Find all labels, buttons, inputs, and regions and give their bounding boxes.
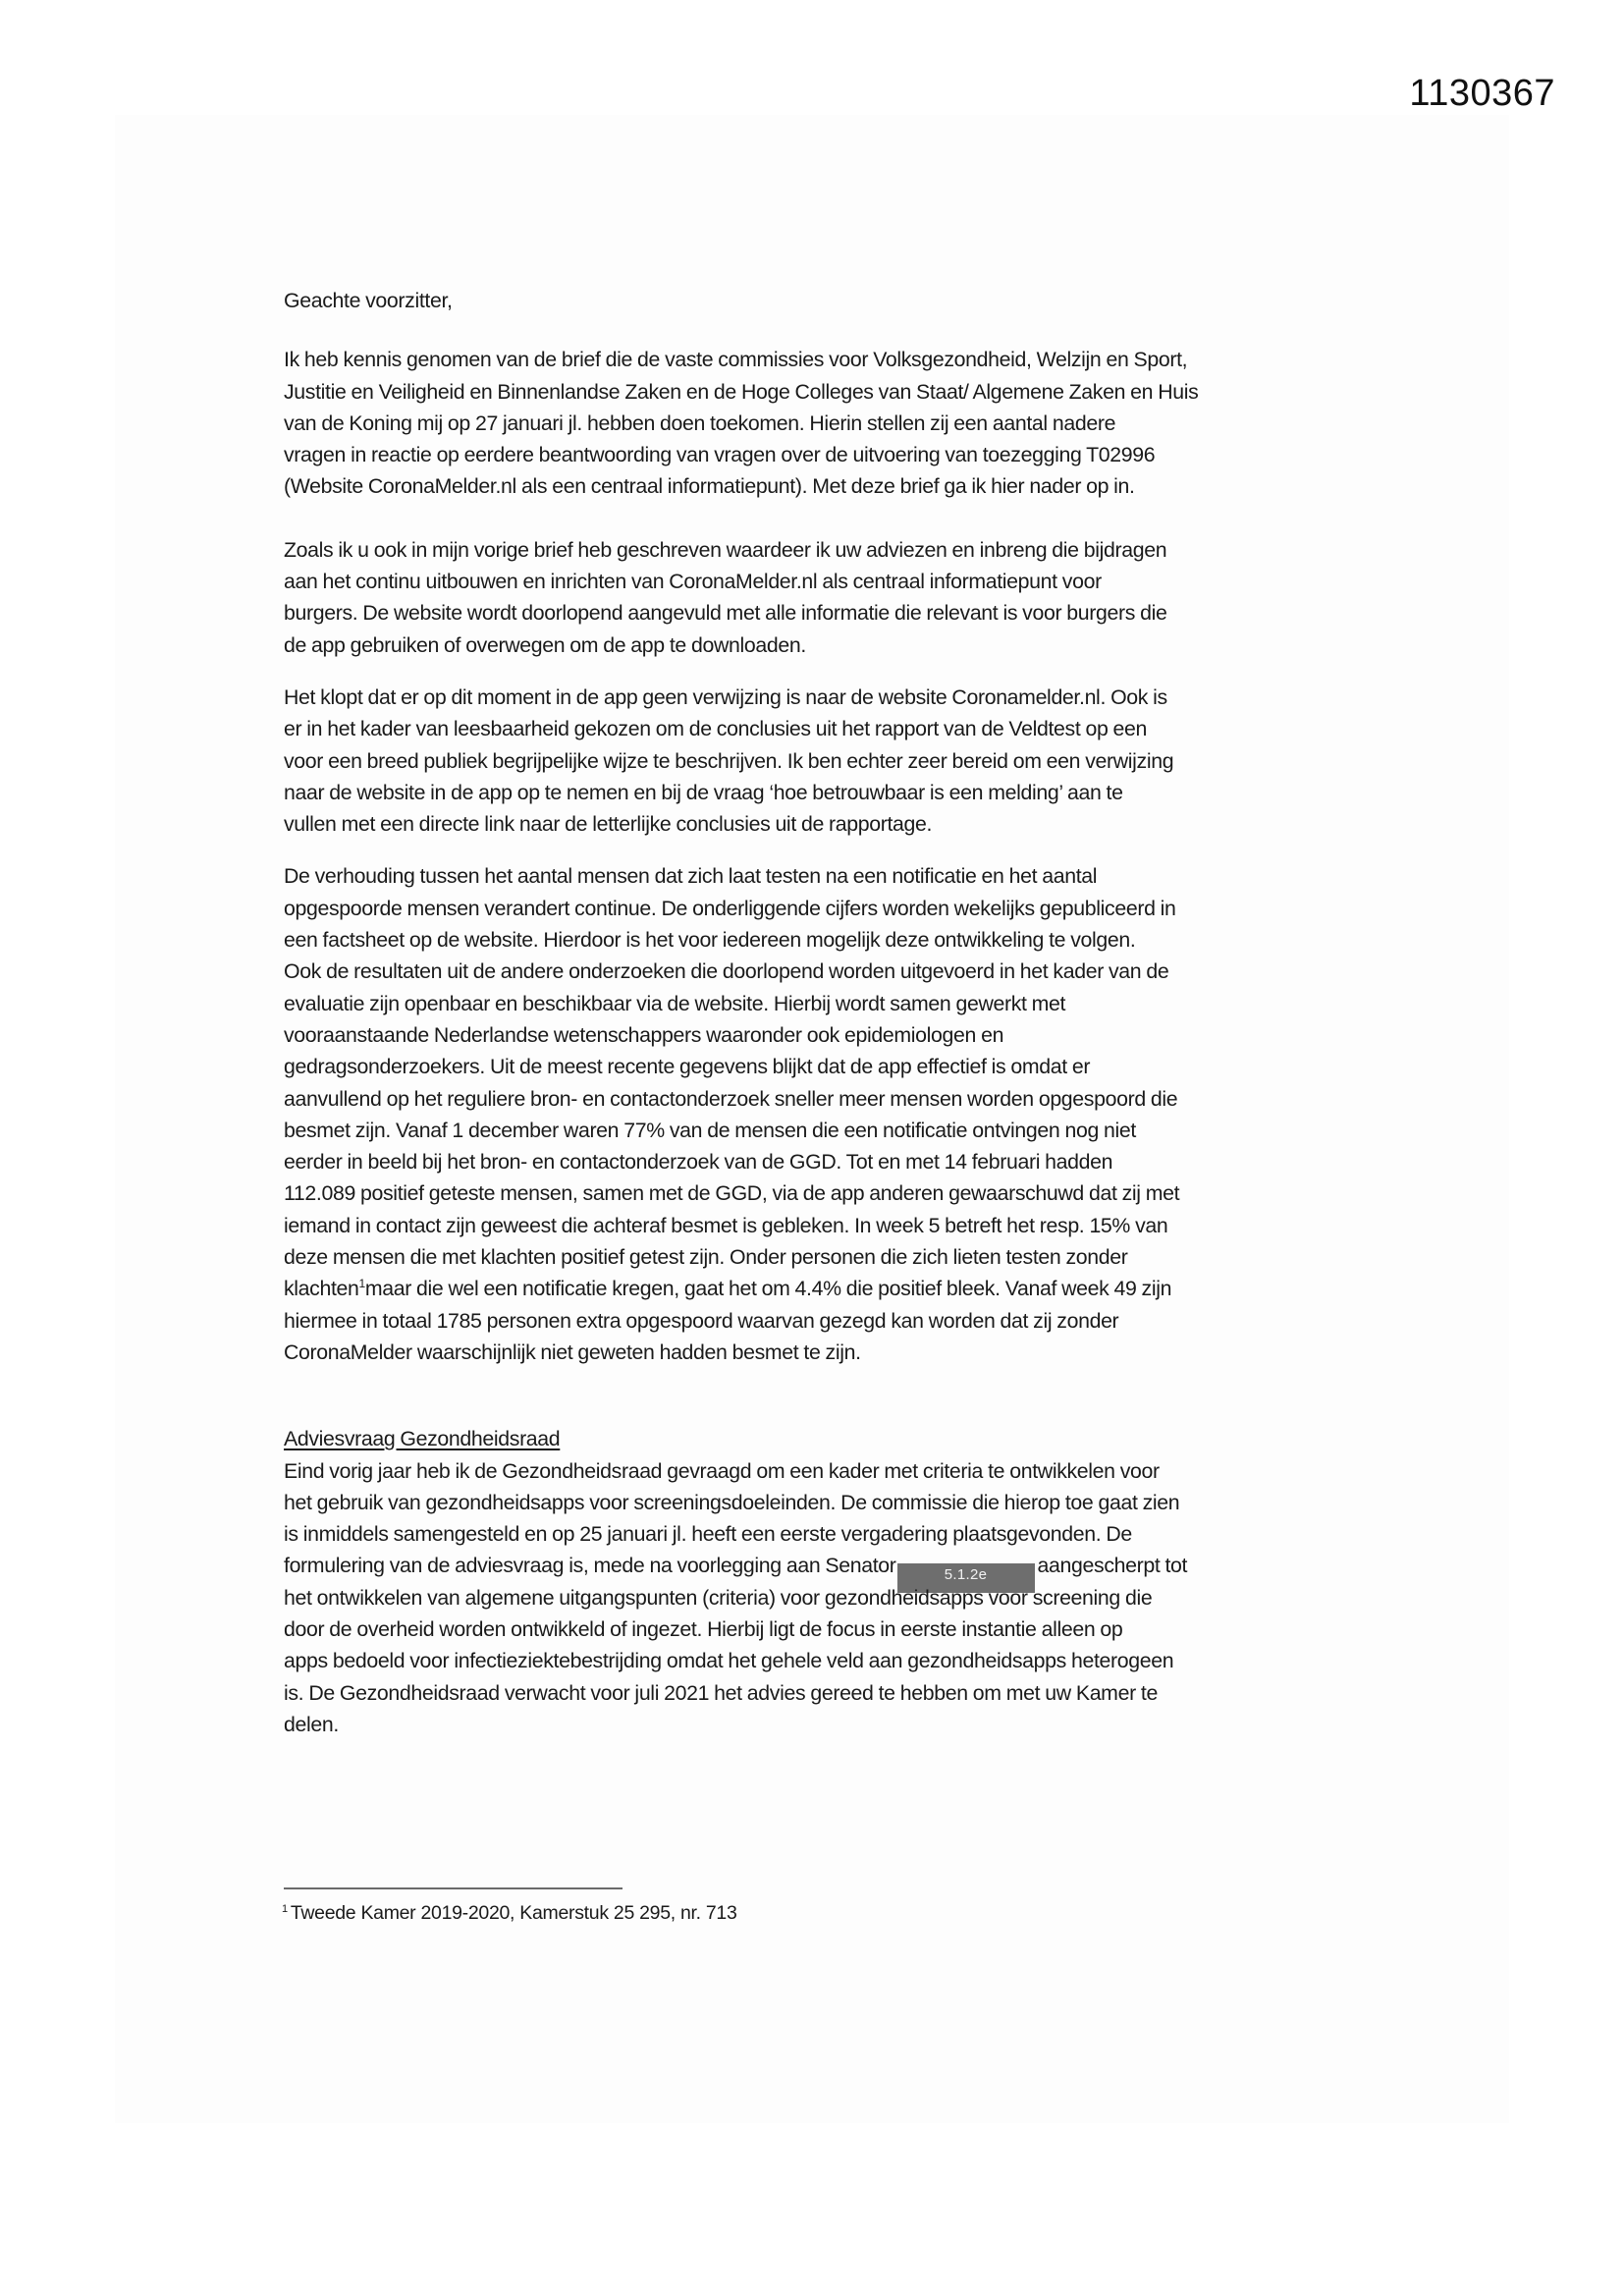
text-line: aan het continu uitbouwen en inrichten van CoronaMelder.nl als centraal informatiepunt voor xyxy=(284,570,1102,594)
section-adviesvraag xyxy=(284,1423,1364,1740)
text-fragment: aangescherpt tot xyxy=(1037,1554,1188,1578)
text-line: het gebruik van gezondheidsapps voor screeningsdoeleinden. De commissie die hierop toe gaat zien xyxy=(284,1490,1180,1514)
paragraph-1 xyxy=(284,344,1364,502)
text-line: Het klopt dat er op dit moment in de app geen verwijzing is naar de website Coronamelder.nl. Ook is xyxy=(284,684,1167,709)
text-line: eerder in beeld bij het bron- en contactonderzoek van de GGD. Tot en met 14 februari hadden xyxy=(284,1150,1113,1175)
text-line: door de overheid worden ontwikkeld of ingezet. Hierbij ligt de focus in eerste instantie alleen op xyxy=(284,1616,1123,1641)
footnote-reference[interactable]: 1 xyxy=(358,1277,365,1291)
letter-body xyxy=(284,285,1364,1740)
footnote-divider xyxy=(284,1887,623,1889)
footnote-marker: 1 xyxy=(282,1903,288,1915)
paragraph-4 xyxy=(284,860,1364,1368)
paragraph-2 xyxy=(284,534,1364,661)
text-line: aanvullend op het reguliere bron- en contactonderzoek sneller meer mensen worden opgespoord die xyxy=(284,1086,1178,1111)
text-line: er in het kader van leesbaarheid gekozen om de conclusies uit het rapport van de Veldtest op een xyxy=(284,717,1148,741)
text-line: vullen met een directe link naar de letterlijke conclusies uit de rapportage. xyxy=(284,812,933,837)
text-line: van de Koning mij op 27 januari jl. hebben doen toekomen. Hierin stellen zij een aantal nadere xyxy=(284,410,1116,435)
text-line: is inmiddels samengesteld en op 25 januari jl. heeft een eerste vergadering plaatsgevonden. De xyxy=(284,1522,1132,1547)
salutation: Geachte voorzitter, xyxy=(284,289,453,312)
text-line: vooraanstaande Nederlandse wetenschappers waaronder ook epidemiologen en xyxy=(284,1022,1004,1047)
text-line: delen. xyxy=(284,1712,339,1736)
text-line: deze mensen die met klachten positief getest zijn. Onder personen die zich lieten testen zonder xyxy=(284,1245,1128,1270)
document-id-stamp: 1130367 xyxy=(1409,73,1555,114)
text-line: 112.089 positief geteste mensen, samen met de GGD, via de app anderen gewaarschuwd dat zij met xyxy=(284,1181,1180,1206)
text-line: Zoals ik u ook in mijn vorige brief heb geschreven waardeer ik uw adviezen en inbreng die bijdragen xyxy=(284,537,1167,562)
text-fragment: maar die wel een notificatie kregen, gaat het om 4.4% die positief bleek. Vanaf week 49 zijn xyxy=(364,1277,1172,1301)
text-line-with-footnote xyxy=(284,1273,1364,1304)
text-line: Ik heb kennis genomen van de brief die de vaste commissies voor Volksgezondheid, Welzijn en Sport, xyxy=(284,348,1188,372)
text-line: is. De Gezondheidsraad verwacht voor juli 2021 het advies gereed te hebben om met uw Kamer te xyxy=(284,1680,1158,1705)
text-line: hiermee in totaal 1785 personen extra opgespoord waarvan gezegd kan worden dat zij zonder xyxy=(284,1308,1119,1333)
text-line: voor een breed publiek begrijpelijke wijze te beschrijven. Ik ben echter zeer bereid om een verwijzing xyxy=(284,748,1174,773)
text-fragment: formulering van de adviesvraag is, mede na voorlegging aan Senator xyxy=(284,1554,896,1578)
text-line: apps bedoeld voor infectieziektebestrijding omdat het gehele veld aan gezondheidsapps heterogeen xyxy=(284,1649,1174,1673)
footnote xyxy=(282,1902,737,1925)
text-line: Justitie en Veiligheid en Binnenlandse Zaken en de Hoge Colleges van Staat/ Algemene Zaken en Huis xyxy=(284,379,1199,404)
text-line: besmet zijn. Vanaf 1 december waren 77% van de mensen die een notificatie ontvingen nog niet xyxy=(284,1118,1136,1142)
footnote-text: Tweede Kamer 2019-2020, Kamerstuk 25 295, nr. 713 xyxy=(290,1902,737,1924)
text-line: naar de website in de app op te nemen en bij de vraag ‘hoe betrouwbaar is een melding’ aan te xyxy=(284,780,1123,804)
text-line: gedragsonderzoekers. Uit de meest recente gegevens blijkt dat de app effectief is omdat er xyxy=(284,1055,1091,1079)
redaction-box: 5.1.2e xyxy=(897,1563,1035,1593)
text-line: CoronaMelder waarschijnlijk niet geweten hadden besmet te zijn. xyxy=(284,1339,861,1364)
text-line: evaluatie zijn openbaar en beschikbaar via de website. Hierbij wordt samen gewerkt met xyxy=(284,991,1066,1015)
text-line: Ook de resultaten uit de andere onderzoeken die doorlopend worden uitgevoerd in het kader van de xyxy=(284,959,1169,984)
text-line: Eind vorig jaar heb ik de Gezondheidsraad gevraagd om een kader met criteria te ontwikkelen voor xyxy=(284,1458,1160,1483)
paragraph-3 xyxy=(284,682,1364,840)
text-line: vragen in reactie op eerdere beantwoording van vragen over de uitvoering van toezegging T02996 xyxy=(284,443,1156,467)
text-line: burgers. De website wordt doorlopend aangevuld met alle informatie die relevant is voor burgers die xyxy=(284,601,1167,626)
section-heading: Adviesvraag Gezondheidsraad xyxy=(284,1427,561,1451)
text-line: een factsheet op de website. Hierdoor is het voor iedereen mogelijk deze ontwikkeling te volgen. xyxy=(284,928,1136,953)
text-fragment: klachten xyxy=(284,1277,359,1301)
text-line: de app gebruiken of overwegen om de app te downloaden. xyxy=(284,632,806,657)
text-line: De verhouding tussen het aantal mensen dat zich laat testen na een notificatie en het aantal xyxy=(284,864,1098,889)
text-line: opgespoorde mensen verandert continue. De onderliggende cijfers worden wekelijks gepubliceerd in xyxy=(284,896,1176,920)
text-line: (Website CoronaMelder.nl als een centraal informatiepunt). Met deze brief ga ik hier nader op in. xyxy=(284,474,1135,499)
text-line-with-redaction xyxy=(284,1550,1364,1584)
text-line: het ontwikkelen van algemene uitgangspunten (criteria) voor gezondheidsapps voor screening die xyxy=(284,1585,1153,1610)
text-line: iemand in contact zijn geweest die achteraf besmet is gebleken. In week 5 betreft het resp. 15% van xyxy=(284,1213,1168,1237)
